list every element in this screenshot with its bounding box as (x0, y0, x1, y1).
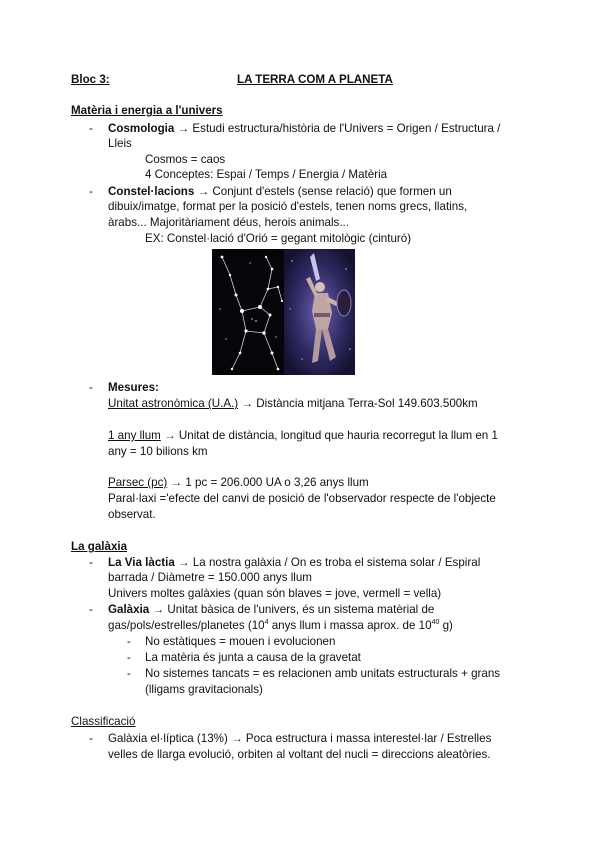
via-lactia-line1 (108, 555, 480, 571)
cosmos-definition: Cosmos = caos (145, 153, 226, 166)
bloc-label: Bloc 3: (71, 73, 110, 86)
cosmologia-term: Cosmologia (108, 122, 175, 135)
paralaxi-line1: Paral·laxi ='efecte del canvi de posició de l'observador respecte de l'objecte (108, 492, 496, 505)
section-heading-galaxy: La galàxia (71, 540, 128, 553)
galaxia-bullet-2: La matèria és junta a causa de la gravetat (145, 651, 361, 664)
constellacions-text: Conjunt d'estels (sense relació) que formen un (212, 185, 452, 198)
ua-term: Unitat astronòmica (U.A.) (108, 397, 239, 410)
ua-text: → Distància mitjana Terra-Sol 149.603.500km (241, 397, 478, 410)
via-lactia-term: La Via làctia (108, 556, 175, 569)
galaxia-text2c: g) (439, 619, 453, 632)
orion-example: EX: Constel·lació d'Orió = gegant mitològic (cinturó) (145, 232, 412, 245)
cosmologia-text: Estudi estructura/història de l'Univers = Origen / Estructura / (192, 122, 501, 135)
bullet-dash: - (89, 556, 93, 569)
arrow-icon: → (177, 122, 190, 135)
eliptica-line2: velles de llarga evolució, orbiten al voltant del nucli = direccions aleatòries. (108, 748, 491, 761)
galaxia-text2b: anys llum i massa aprox. de 10 (268, 619, 432, 632)
galaxia-line1 (108, 602, 434, 618)
galaxia-bullet-1: No estàtiques = mouen i evolucionen (145, 635, 336, 648)
sub-bullet-dash: - (127, 667, 131, 680)
bullet-dash: - (89, 381, 93, 394)
orion-constellation-image (212, 249, 355, 375)
sub-bullet-dash: - (127, 651, 131, 664)
bullet-dash: - (89, 603, 93, 616)
via-lactia-text: → La nostra galàxia / On es troba el sistema solar / Espiral (178, 556, 481, 569)
sub-bullet-dash: - (127, 635, 131, 648)
constellacions-line3: àrabs... Majoritàriament déus, herois animals... (108, 216, 349, 229)
cosmologia-line1 (108, 121, 500, 137)
cosmologia-line2: Lleis (108, 137, 132, 150)
exponent-4: 4 (264, 619, 269, 627)
parsec-term: Parsec (pc) (108, 476, 168, 489)
parsec-text: → 1 pc = 206.000 UA o 3,26 anys llum (170, 476, 369, 489)
galaxia-line2 (108, 618, 453, 634)
four-concepts: 4 Conceptes: Espai / Temps / Energia / Matèria (145, 168, 388, 181)
via-lactia-line2: barrada / Diàmetre = 150.000 anys llum (108, 571, 312, 584)
constellacions-line2: dibuix/imatge, format per la posició d'estels, tenen noms grecs, llatins, (108, 200, 468, 213)
galaxia-bullet-3-cont: (lligams gravitacionals) (145, 683, 263, 696)
unitat-astronomica-line (108, 396, 478, 412)
arrow-icon: → (197, 185, 210, 198)
any-llum-term: 1 any llum (108, 429, 161, 442)
galaxia-term: Galàxia (108, 603, 150, 616)
bullet-dash: - (89, 122, 93, 135)
via-lactia-line3: Univers moltes galàxies (quan són blaves = jove, vermell = vella) (108, 587, 442, 600)
bullet-dash: - (89, 732, 93, 745)
bullet-dash: - (89, 185, 93, 198)
any-llum-text: → Unitat de distància, longitud que hauria recorregut la llum en 1 (164, 429, 498, 442)
section-heading-classification: Classificació (71, 715, 136, 728)
any-llum-line2: any = 10 bilions km (108, 445, 208, 458)
galaxia-bullet-3: No sistemes tancats = es relacionen amb unitats estructurals + grans (145, 667, 501, 680)
galaxia-text: → Unitat bàsica de l'univers, és un sistema matèrial de (152, 603, 435, 616)
paralaxi-line2: observat. (108, 508, 156, 521)
constellacions-line1 (108, 184, 452, 200)
eliptica-line1: Galàxia el·líptica (13%) → Poca estructura i massa interestel·lar / Estrelles (108, 732, 492, 745)
exponent-40: 40 (431, 619, 440, 627)
galaxia-text2a: gas/pols/estrelles/planetes (10 (108, 619, 265, 632)
section-heading-matter-energy: Matèria i energia a l'univers (71, 104, 223, 117)
parsec-line (108, 475, 369, 491)
constellacions-term: Constel·lacions (108, 185, 195, 198)
any-llum-line1 (108, 428, 498, 444)
mesures-term: Mesures: (108, 381, 159, 394)
page-title: LA TERRA COM A PLANETA (237, 73, 393, 86)
